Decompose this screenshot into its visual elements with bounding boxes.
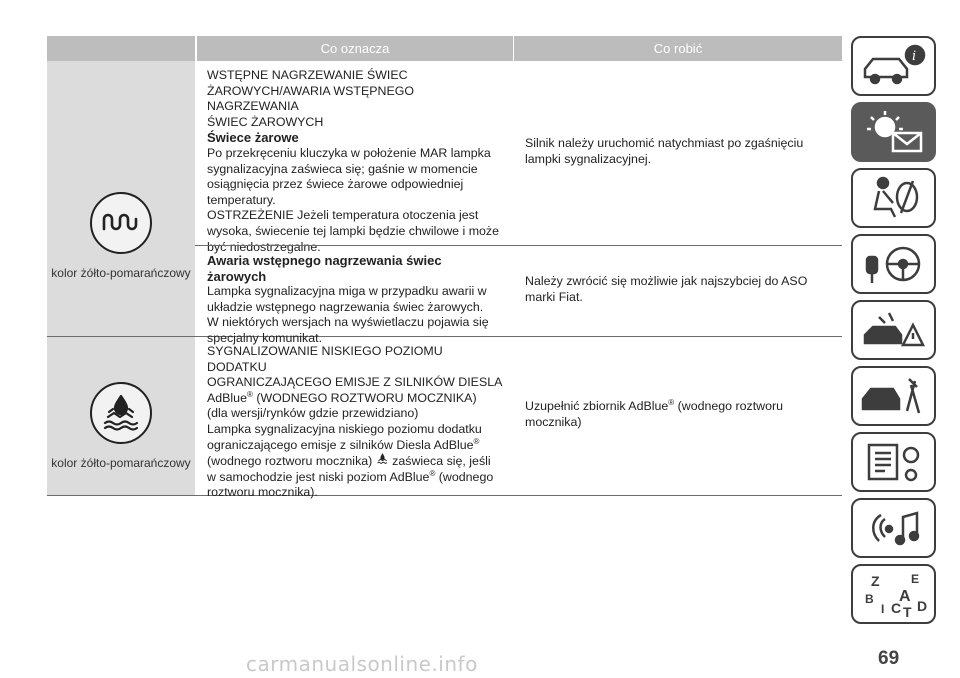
header-icon-column	[47, 36, 195, 61]
text-line: SYGNALIZOWANIE NISKIEGO POZIOMU DODATKU	[207, 344, 443, 374]
index-letter: C	[890, 600, 901, 616]
subheading: Awaria wstępnego nagrzewania świec żarowych	[207, 253, 442, 284]
text-line: temperatury.	[207, 192, 276, 207]
page-number: 69	[878, 648, 900, 669]
adblue-color-label: kolor żółto-pomarańczowy	[51, 456, 191, 470]
glow-plug-group	[47, 61, 842, 345]
glow-plug-color-label: kolor żółto-pomarańczowy	[51, 266, 191, 280]
table-row	[195, 245, 842, 345]
glow-plug-failure-action	[513, 246, 842, 336]
text-fragment: (WODNEGO ROZTWORU MOCZNIKA)	[252, 390, 477, 405]
text-line: OSTRZEŻENIE Jeżeli temperatura otoczenia jest	[207, 208, 479, 223]
warning-lights-icon[interactable]	[851, 102, 936, 162]
registered-mark: ®	[429, 468, 436, 478]
table-header	[47, 36, 842, 61]
adblue-inline-icon	[376, 453, 389, 465]
index-letter: E	[910, 572, 919, 586]
key-steering-icon[interactable]	[851, 234, 936, 294]
text-fragment: zaświeca się, jeśli	[388, 454, 491, 469]
glow-plug-failure-meaning	[195, 246, 513, 345]
glow-plug-icon	[90, 192, 152, 254]
text-line	[207, 453, 503, 470]
text-fragment: Uzupełnić zbiornik AdBlue	[525, 398, 669, 413]
glow-plug-action	[513, 61, 842, 245]
index-letter: I	[880, 602, 884, 616]
glow-plug-meaning	[195, 61, 513, 254]
text-fragment: (wodnego	[435, 469, 494, 484]
warning-lights-table	[47, 36, 842, 500]
text-line: WSTĘPNE NAGRZEWANIE ŚWIEC	[207, 68, 408, 82]
multimedia-icon[interactable]	[851, 498, 936, 558]
text-line: lampki sygnalizacyjnej.	[525, 151, 652, 166]
text-line	[525, 399, 783, 415]
text-line: być niedostrzegalne.	[207, 239, 321, 254]
text-line: układzie wstępnego nagrzewania świec żarowych.	[207, 299, 484, 314]
airbag-seat-icon[interactable]	[851, 168, 936, 228]
index-letter: T	[902, 604, 912, 619]
text-line: ŚWIEC ŻAROWYCH	[207, 114, 324, 129]
text-line: osiągnięcia przez świece żarowe odpowiedniej	[207, 177, 464, 192]
text-line: Silnik należy uruchomić natychmiast po zgaśnięciu	[525, 135, 804, 150]
car-info-icon[interactable]	[851, 36, 936, 96]
header-meaning: Co oznacza	[197, 36, 513, 61]
text-line: specjalny komunikat.	[207, 330, 323, 345]
text-line: mocznika)	[525, 414, 582, 429]
adblue-meaning	[195, 337, 513, 500]
text-line: Należy zwrócić się możliwie jak najszybciej do ASO	[525, 273, 808, 288]
adblue-action	[513, 337, 842, 495]
text-line	[207, 438, 503, 454]
emergency-icon[interactable]	[851, 300, 936, 360]
svg-text:i: i	[911, 49, 916, 64]
adblue-icon-cell	[47, 337, 195, 495]
text-line: OGRANICZAJĄCEGO EMISJE Z SILNIKÓW DIESLA	[207, 375, 503, 390]
text-line: marki Fiat.	[525, 289, 583, 304]
index-letter: B	[864, 592, 874, 606]
subheading: Świece żarowe	[207, 130, 299, 146]
index-letter: D	[916, 598, 927, 614]
text-fragment: w samochodzie jest niski poziom AdBlue	[207, 469, 430, 484]
text-line	[207, 391, 503, 407]
text-fragment: (wodnego roztworu mocznika)	[207, 454, 376, 469]
text-line: Lampka sygnalizacyjna niskiego poziomu dodatku	[207, 421, 482, 436]
glow-plug-icon-cell	[47, 61, 195, 336]
registered-mark: ®	[473, 436, 480, 446]
car-maintenance-icon[interactable]	[851, 366, 936, 426]
text-line: Po przekręceniu kluczyka w położenie MAR lampka	[207, 145, 491, 160]
table-row	[195, 337, 842, 500]
text-fragment: ograniczającego emisje z silników Diesla AdBlue	[207, 437, 474, 452]
text-line: W niektórych wersjach na wyświetlaczu pojawia się	[207, 315, 489, 330]
index-icon[interactable]	[851, 564, 936, 624]
adblue-word: AdBlue	[207, 390, 247, 405]
registered-mark: ®	[246, 389, 253, 399]
text-line: Lampka sygnalizacyjna miga w przypadku awarii w	[207, 284, 487, 299]
text-line	[207, 470, 503, 486]
adblue-level-icon	[90, 382, 152, 444]
text-line: wysoka, świecenie tej lampki będzie chwilowe i może	[207, 223, 499, 238]
text-line: ŻAROWYCH/AWARIA WSTĘPNEGO NAGRZEWANIA	[207, 83, 414, 114]
registered-mark: ®	[668, 397, 675, 407]
index-letter: Z	[870, 573, 880, 589]
text-line: sygnalizacyjna zaświeca się; gaśnie w momencie	[207, 161, 478, 176]
adblue-group	[47, 337, 842, 500]
index-letter: A	[898, 588, 911, 605]
watermark: carmanualsonline.info	[246, 652, 478, 676]
table-row	[195, 61, 842, 254]
text-fragment: (wodnego roztworu	[674, 398, 783, 413]
chapter-navigation	[851, 36, 936, 630]
technical-data-icon[interactable]	[851, 432, 936, 492]
header-action: Co robić	[514, 36, 842, 61]
text-line: (dla wersji/rynków gdzie przewidziano)	[207, 406, 419, 421]
text-line: roztworu mocznika).	[207, 485, 318, 500]
